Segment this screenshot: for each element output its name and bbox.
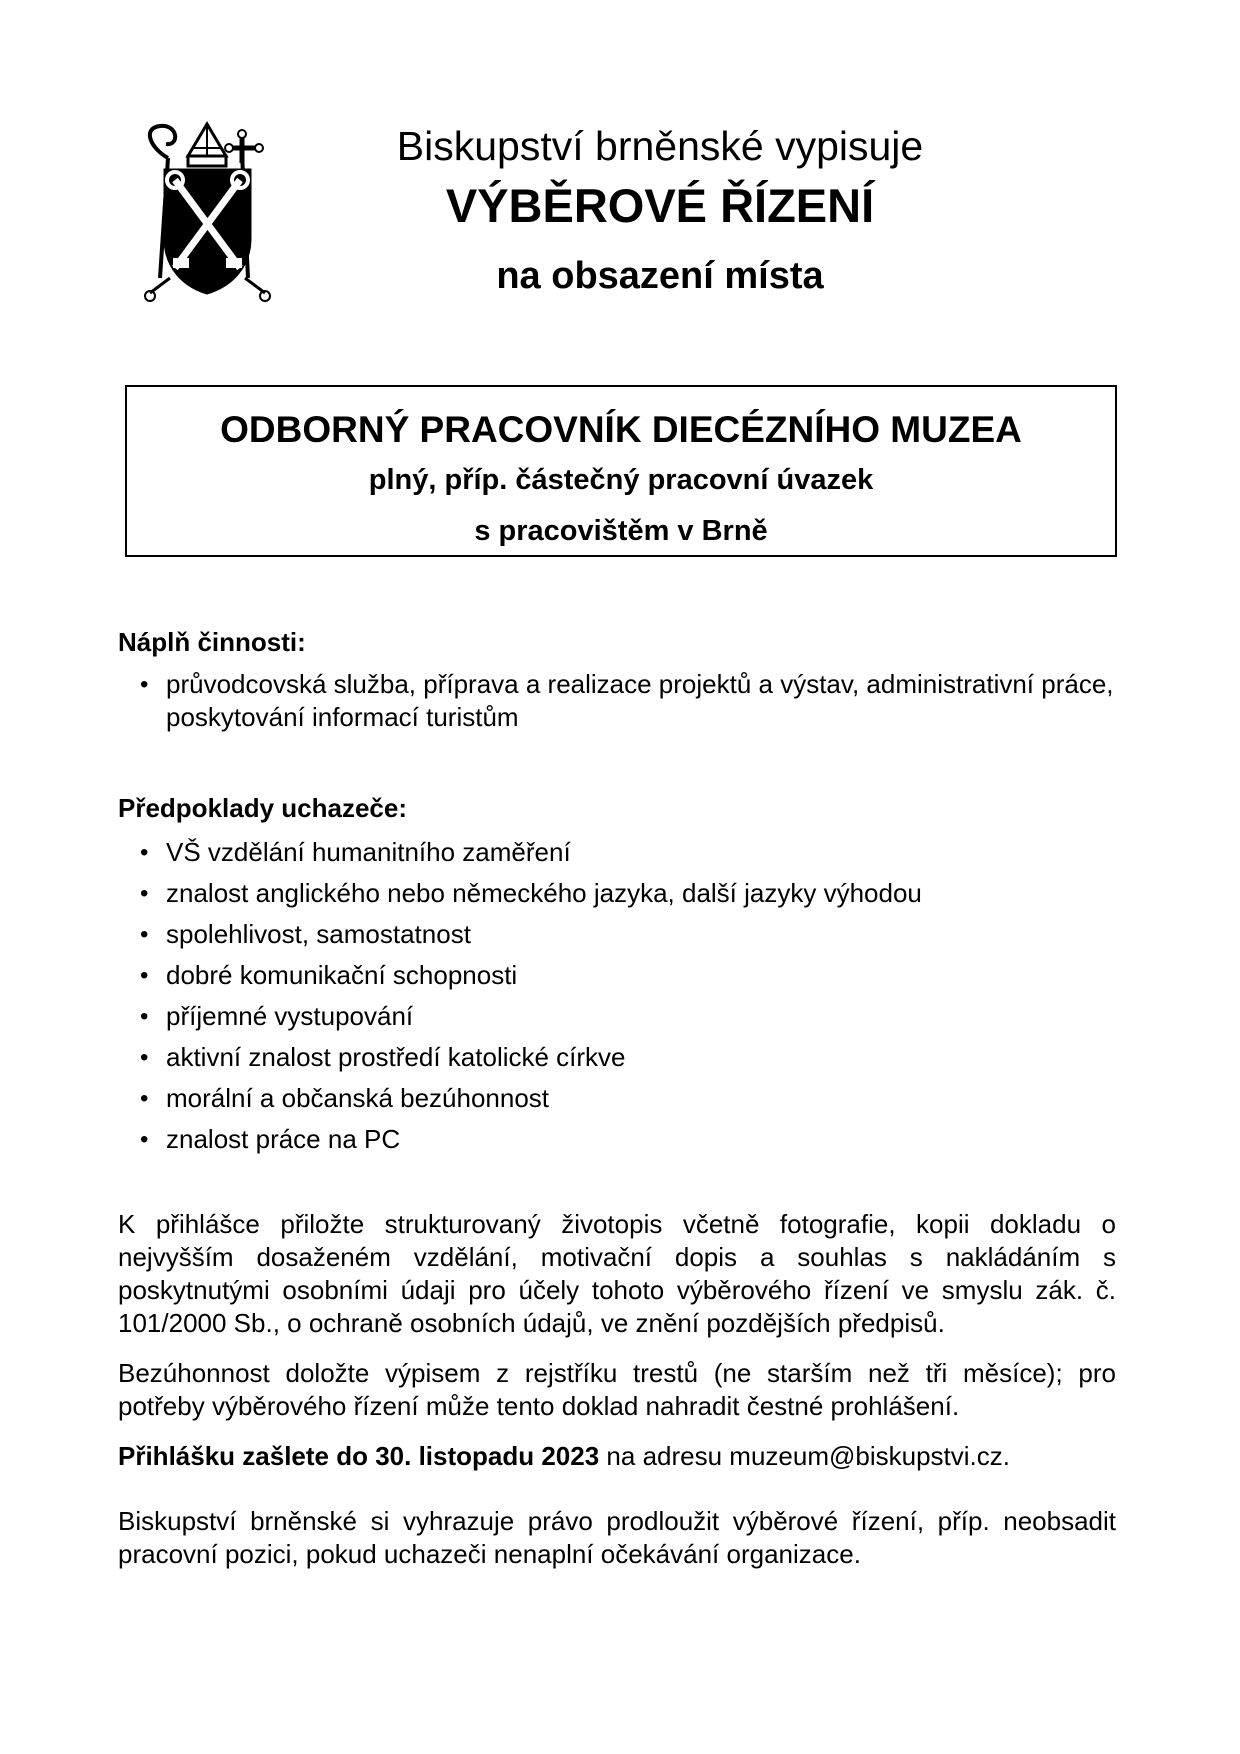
requirements-list	[138, 836, 1138, 1156]
requirements-heading: Předpoklady uchazeče:	[118, 793, 407, 823]
diocesan-coat-of-arms-icon	[130, 118, 285, 313]
position-box	[125, 385, 1117, 557]
position-location: s pracovištěm v Brně	[474, 515, 768, 547]
list-item: • VŠ vzdělání humanitního zaměření	[138, 836, 1138, 869]
list-item: • znalost anglického nebo německého jazyka, další jazyky výhodou	[138, 877, 1138, 910]
list-item: • příjemné vystupování	[138, 1000, 1138, 1033]
list-item: • dobré komunikační schopnosti	[138, 959, 1138, 992]
document-header	[310, 118, 1010, 314]
application-documents-paragraph: K přihlášce přiložte strukturovaný životopis včetně fotografie, kopii dokladu o nejvyšším dosaženém vzdělání, motivační dopis a souhlas s nakládáním s poskytnutými osobními údaji pro účely tohoto výběrového řízení ve smyslu zák. č. 101/2000 Sb., o ochraně osobních údajů, ve znění pozdějších předpisů.	[118, 1209, 1116, 1338]
list-item: • spolehlivost, samostatnost	[138, 918, 1138, 951]
deadline-text: Přihlášku zašlete do 30. listopadu 2023	[118, 1441, 600, 1471]
list-item: • průvodcovská služba, příprava a realizace projektů a výstav, administrativní práce, poskytování informací turistům	[138, 668, 1138, 734]
duties-heading: Náplň činnosti:	[118, 627, 306, 657]
header-title: VÝBĚROVÉ ŘÍZENÍ	[445, 179, 875, 232]
list-item: • znalost práce na PC	[138, 1123, 1138, 1156]
integrity-paragraph: Bezúhonnost doložte výpisem z rejstříku trestů (ne starším než tři měsíce); pro potřeby výběrového řízení může tento doklad nahradit čestné prohlášení.	[118, 1358, 1116, 1421]
list-item: • aktivní znalost prostředí katolické církve	[138, 1041, 1138, 1074]
reservation-paragraph: Biskupství brněnské si vyhrazuje právo prodloužit výběrové řízení, příp. neobsadit pracovní pozici, pokud uchazeči nenaplní očekávání organizace.	[118, 1506, 1116, 1569]
deadline-address: na adresu muzeum@biskupstvi.cz.	[599, 1441, 1010, 1471]
header-subtitle: na obsazení místa	[496, 255, 824, 297]
deadline-paragraph	[118, 1440, 1116, 1473]
header-issuer: Biskupství brněnské vypisuje	[396, 123, 924, 169]
position-title: ODBORNÝ PRACOVNÍK DIECÉZNÍHO MUZEA	[220, 409, 1022, 450]
duties-list	[138, 668, 1138, 734]
position-workload: plný, příp. částečný pracovní úvazek	[368, 464, 874, 496]
list-item: • morální a občanská bezúhonnost	[138, 1082, 1138, 1115]
